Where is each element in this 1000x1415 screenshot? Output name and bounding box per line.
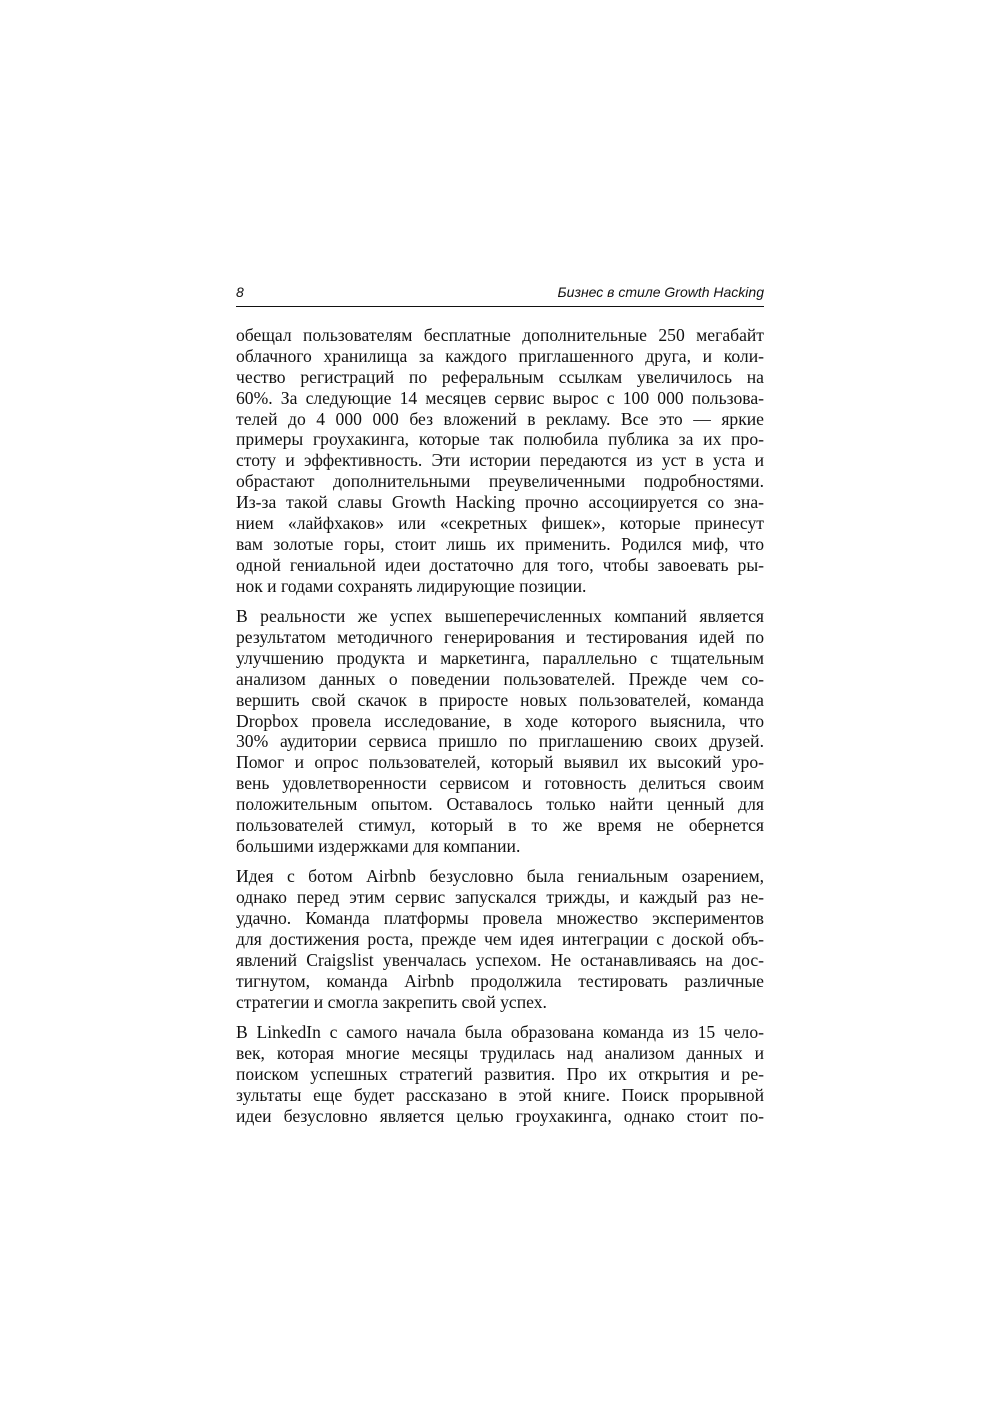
body-text — [236, 325, 764, 1126]
text-line: нием «лайфхаков» или «секретных фишек», которые принесут — [236, 513, 764, 534]
text-line: положительным опытом. Оставалось только найти ценный для — [236, 794, 764, 815]
text-line: обрастают дополнительными преувеличенными подробностями. — [236, 471, 764, 492]
paragraph — [236, 1022, 764, 1126]
text-line: тигнутом, команда Airbnb продолжила тестировать различные — [236, 970, 764, 991]
text-line: стратегии и смогла закрепить свой успех. — [236, 991, 547, 1012]
text-line: удачно. Команда платформы провела множество экспериментов — [236, 908, 764, 929]
text-line: Dropbox провела исследование, в ходе которого выяснила, что — [236, 710, 764, 731]
text-line: большими издержками для компании. — [236, 835, 521, 856]
text-line: Помог и опрос пользователей, который выявил их высокий уро- — [236, 752, 764, 773]
paragraph — [236, 325, 764, 597]
text-line: нок и годами сохранять лидирующие позиции. — [236, 575, 587, 596]
text-line: идеи безусловно является целью гроухакинга, однако стоит по- — [236, 1105, 764, 1126]
text-line: обещал пользователям бесплатные дополнительные 250 мегабайт — [236, 325, 764, 345]
text-line: Идея с ботом Airbnb безусловно была гениальным озарением, — [236, 866, 764, 887]
book-page — [236, 284, 764, 1136]
text-line: вень удовлетворенности сервисом и готовность делиться своим — [236, 773, 764, 794]
text-line: чество регистраций по реферальным ссылкам увеличилось на — [236, 366, 764, 387]
text-line: явлений Craigslist увенчалась успехом. Не останавливаясь на дос- — [236, 949, 764, 970]
text-line: одной гениальной идеи достаточно для того, чтобы завоевать ры- — [236, 554, 764, 575]
text-line: пользователей стимул, который в то же время не обернется — [236, 814, 764, 835]
text-line: примеры гроухакинга, которые так полюбила публика за их про- — [236, 429, 764, 450]
book-title: Бизнес в стиле Growth Hacking — [557, 284, 764, 300]
text-line: вершить свой скачок в приросте новых пользователей, команда — [236, 689, 764, 710]
text-line: 60%. За следующие 14 месяцев сервис вырос с 100 000 пользова- — [236, 387, 764, 408]
text-line: В LinkedIn с самого начала была образована команда из 15 чело- — [236, 1022, 764, 1042]
text-line: зультаты еще будет рассказано в этой книге. Поиск прорывной — [236, 1084, 764, 1105]
text-line: телей до 4 000 000 без вложений в рекламу. Все это — яркие — [236, 408, 764, 429]
text-line: облачного хранилища за каждого приглашенного друга, и коли- — [236, 345, 764, 366]
paragraph — [236, 866, 764, 1012]
running-header — [236, 284, 764, 307]
text-line: анализом данных о поведении пользователей. Прежде чем со- — [236, 668, 764, 689]
text-line: поиском успешных стратегий развития. Про их открытия и ре- — [236, 1063, 764, 1084]
text-line: В реальности же успех вышеперечисленных компаний является — [236, 606, 764, 627]
text-line: однако перед этим сервис запускался трижды, и каждый раз не- — [236, 887, 764, 908]
text-line: век, которая многие месяцы трудилась над анализом данных и — [236, 1042, 764, 1063]
text-line: для достижения роста, прежде чем идея интеграции с доской объ- — [236, 928, 764, 949]
text-line: результатом методичного генерирования и тестирования идей по — [236, 626, 764, 647]
paragraph — [236, 606, 764, 857]
text-line: вам золотые горы, стоит лишь их применить. Родился миф, что — [236, 533, 764, 554]
text-line: Из-за такой славы Growth Hacking прочно ассоциируется со зна- — [236, 492, 764, 513]
text-line: улучшению продукта и маркетинга, параллельно с тщательным — [236, 647, 764, 668]
text-line: 30% аудитории сервиса пришло по приглашению своих друзей. — [236, 731, 764, 752]
text-line: стоту и эффективность. Эти истории передаются из уст в уста и — [236, 450, 764, 471]
page-number: 8 — [236, 284, 244, 300]
